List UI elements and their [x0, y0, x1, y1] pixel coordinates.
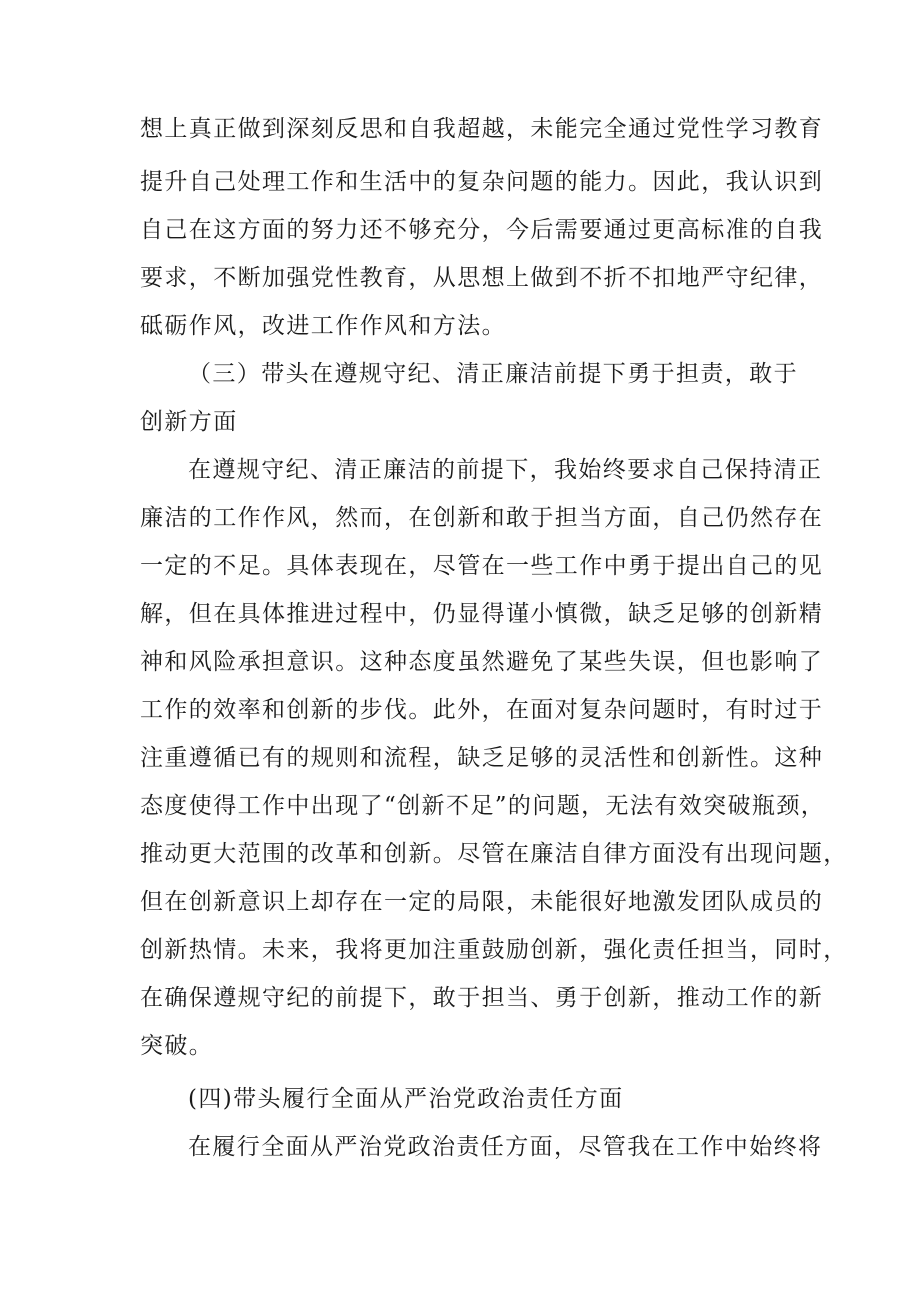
- section-heading-3-continued: 创新方面: [140, 409, 238, 435]
- paragraph-line: 廉洁的工作作风，然而，在创新和敢于担当方面，自己仍然存在: [140, 505, 824, 531]
- paragraph-line: 推动更大范围的改革和创新。尽管在廉洁自律方面没有出现问题，: [140, 841, 848, 867]
- paragraph-line: 注重遵循已有的规则和流程，缺乏足够的灵活性和创新性。这种: [140, 745, 824, 771]
- paragraph-line: 砥砺作风，改进工作作风和方法。: [140, 313, 506, 339]
- paragraph-line: 解，但在具体推进过程中，仍显得谨小慎微，缺乏足够的创新精: [140, 601, 824, 627]
- paragraph-line: 在确保遵规守纪的前提下，敢于担当、勇于创新，推动工作的新: [140, 985, 824, 1011]
- paragraph-line: 态度使得工作中出现了“创新不足”的问题，无法有效突破瓶颈，: [140, 793, 826, 819]
- paragraph-line: 一定的不足。具体表现在，尽管在一些工作中勇于提出自己的见: [140, 553, 824, 579]
- paragraph-line: 神和风险承担意识。这种态度虽然避免了某些失误，但也影响了: [140, 649, 824, 675]
- paragraph-line: 创新热情。未来，我将更加注重鼓励创新，强化责任担当，同时，: [140, 937, 848, 963]
- paragraph-line: 在履行全面从严治党政治责任方面，尽管我在工作中始终将: [188, 1134, 823, 1160]
- paragraph-line: 想上真正做到深刻反思和自我超越，未能完全通过党性学习教育: [140, 116, 824, 142]
- section-heading-3: （三）带头在遵规守纪、清正廉洁前提下勇于担责，敢于: [188, 361, 798, 387]
- paragraph-line: 提升自己处理工作和生活中的复杂问题的能力。因此，我认识到: [140, 169, 824, 195]
- paragraph-line: 自己在这方面的努力还不够充分，今后需要通过更高标准的自我: [140, 217, 824, 243]
- section-heading-4: (四)带头履行全面从严治党政治责任方面: [188, 1086, 624, 1112]
- paragraph-line: 工作的效率和创新的步伐。此外，在面对复杂问题时，有时过于: [140, 697, 824, 723]
- paragraph-line: 但在创新意识上却存在一定的局限，未能很好地激发团队成员的: [140, 889, 824, 915]
- paragraph-line: 要求，不断加强党性教育，从思想上做到不折不扣地严守纪律，: [140, 265, 824, 291]
- paragraph-line: 突破。: [140, 1033, 214, 1059]
- paragraph-line: 在遵规守纪、清正廉洁的前提下，我始终要求自己保持清正: [188, 457, 823, 483]
